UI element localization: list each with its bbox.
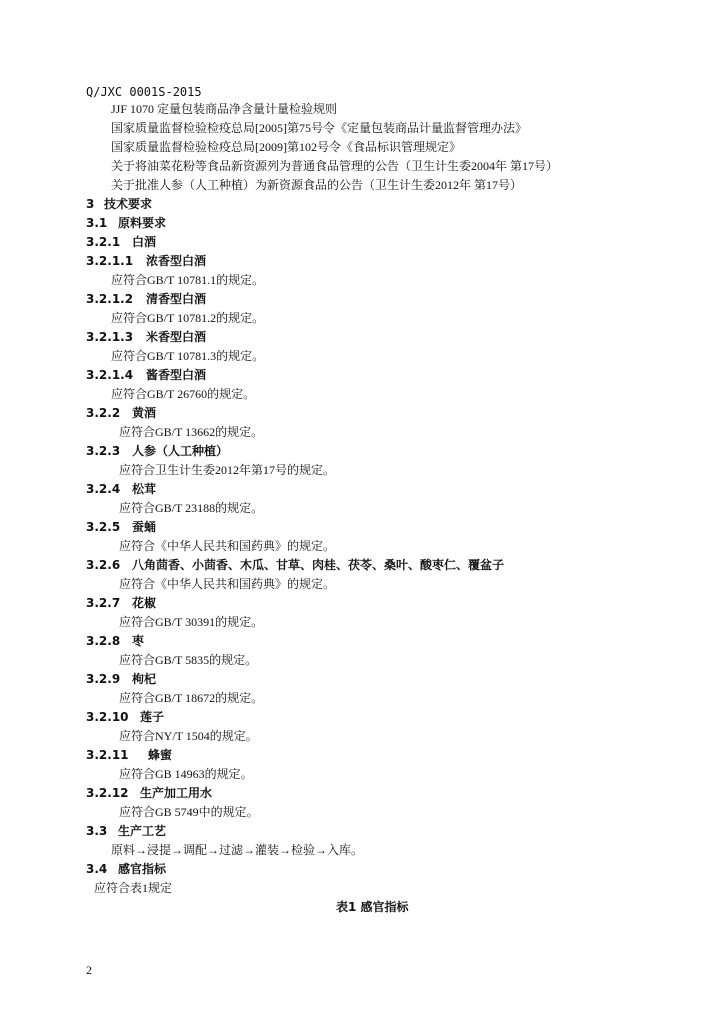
section-body: 应符合GB/T 5835的规定。 [119, 653, 258, 667]
section-number: 3.2.6 [86, 558, 121, 572]
section-heading [86, 747, 172, 763]
section-heading [86, 196, 152, 212]
section-title: 蜂蜜 [148, 748, 173, 762]
section-title: 原料要求 [118, 216, 167, 230]
section-number: 3.2.1.2 [86, 292, 134, 306]
section-body: 应符合卫生计生委2012年第17号的规定。 [119, 463, 336, 477]
section-body: 应符合GB/T 10781.2的规定。 [111, 311, 265, 325]
section-number: 3.2.12 [86, 786, 129, 800]
section-title: 莲子 [140, 710, 165, 724]
section-body: 应符合GB/T 23188的规定。 [119, 501, 264, 515]
section-title: 浓香型白酒 [146, 254, 207, 268]
section-number: 3.2.4 [86, 482, 121, 496]
section-heading [86, 291, 206, 307]
section-number: 3.1 [86, 216, 108, 230]
section-number: 3.2.2 [86, 406, 121, 420]
section-heading [86, 861, 166, 877]
section-number: 3.2.3 [86, 444, 121, 458]
section-number: 3.3 [86, 824, 108, 838]
section-heading [86, 671, 156, 687]
section-heading [86, 253, 206, 269]
section-title: 感官指标 [118, 862, 167, 876]
section-title: 松茸 [132, 482, 157, 496]
section-heading [86, 823, 166, 839]
section-title: 技术要求 [104, 197, 153, 211]
reference-item: 国家质量监督检验检疫总局[2009]第102号令《食品标识管理规定》 [111, 140, 461, 154]
section-heading [86, 215, 166, 231]
section-body: 应符合表1规定 [94, 881, 173, 895]
section-title: 枣 [132, 634, 145, 648]
section-number: 3.2.1.3 [86, 330, 134, 344]
section-heading [86, 557, 504, 573]
reference-item: 关于批准人参（人工种植）为新资源食品的公告（卫生计生委2012年 第17号） [111, 178, 523, 192]
section-body: 应符合GB 14963的规定。 [119, 767, 253, 781]
section-number: 3.2.8 [86, 634, 121, 648]
section-heading [86, 785, 212, 801]
section-number: 3.2.1.4 [86, 368, 134, 382]
section-title: 枸杞 [132, 672, 157, 686]
reference-item: JJF 1070 定量包装商品净含量计量检验规则 [111, 102, 338, 116]
section-number: 3.2.7 [86, 596, 121, 610]
section-body: 应符合GB/T 10781.3的规定。 [111, 349, 265, 363]
section-heading [86, 329, 206, 345]
section-heading [86, 481, 156, 497]
section-body: 应符合《中华人民共和国药典》的规定。 [119, 539, 336, 553]
section-title: 清香型白酒 [146, 292, 207, 306]
section-title: 白酒 [132, 235, 157, 249]
section-number: 3 [86, 197, 95, 211]
doc-code: Q/JXC 0001S-2015 [86, 85, 202, 99]
section-heading [86, 595, 156, 611]
section-body: 应符合GB/T 30391的规定。 [119, 615, 264, 629]
section-number: 3.2.1.1 [86, 254, 134, 268]
section-number: 3.2.1 [86, 235, 121, 249]
section-title: 花椒 [132, 596, 157, 610]
section-heading [86, 367, 206, 383]
table-caption: 表1 感官指标 [336, 900, 409, 914]
reference-item: 关于将油菜花粉等食品新资源列为普通食品管理的公告（卫生计生委2004年 第17号） [111, 159, 559, 173]
section-heading [86, 709, 164, 725]
section-title: 蚕蛹 [132, 520, 157, 534]
section-body: 应符合GB 5749中的规定。 [119, 805, 259, 819]
section-body: 应符合GB/T 26760的规定。 [111, 387, 256, 401]
section-title: 生产工艺 [118, 824, 167, 838]
section-body: 应符合GB/T 13662的规定。 [119, 425, 264, 439]
section-title: 米香型白酒 [146, 330, 207, 344]
section-heading [86, 405, 156, 421]
section-title: 黄酒 [132, 406, 157, 420]
section-title: 生产加工用水 [140, 786, 213, 800]
section-body: 应符合GB/T 18672的规定。 [119, 691, 264, 705]
section-body: 应符合NY/T 1504的规定。 [119, 729, 258, 743]
section-heading [86, 633, 144, 649]
section-number: 3.2.5 [86, 520, 121, 534]
section-number: 3.4 [86, 862, 108, 876]
section-title: 人参（人工种植） [132, 444, 229, 458]
section-body: 应符合GB/T 10781.1的规定。 [111, 273, 265, 287]
page-number: 2 [86, 963, 92, 977]
section-heading [86, 519, 156, 535]
section-heading [86, 234, 156, 250]
section-title: 酱香型白酒 [146, 368, 207, 382]
section-heading [86, 443, 228, 459]
section-number: 3.2.10 [86, 710, 129, 724]
section-body: 原料→浸提→调配→过滤→灌装→检验→入库。 [111, 843, 364, 857]
reference-item: 国家质量监督检验检疫总局[2005]第75号令《定量包装商品计量监督管理办法》 [111, 121, 527, 135]
section-title: 八角茴香、小茴香、木瓜、甘草、肉桂、茯苓、桑叶、酸枣仁、覆盆子 [132, 558, 505, 572]
section-number: 3.2.11 [86, 748, 129, 762]
section-body: 应符合《中华人民共和国药典》的规定。 [119, 577, 336, 591]
section-number: 3.2.9 [86, 672, 121, 686]
